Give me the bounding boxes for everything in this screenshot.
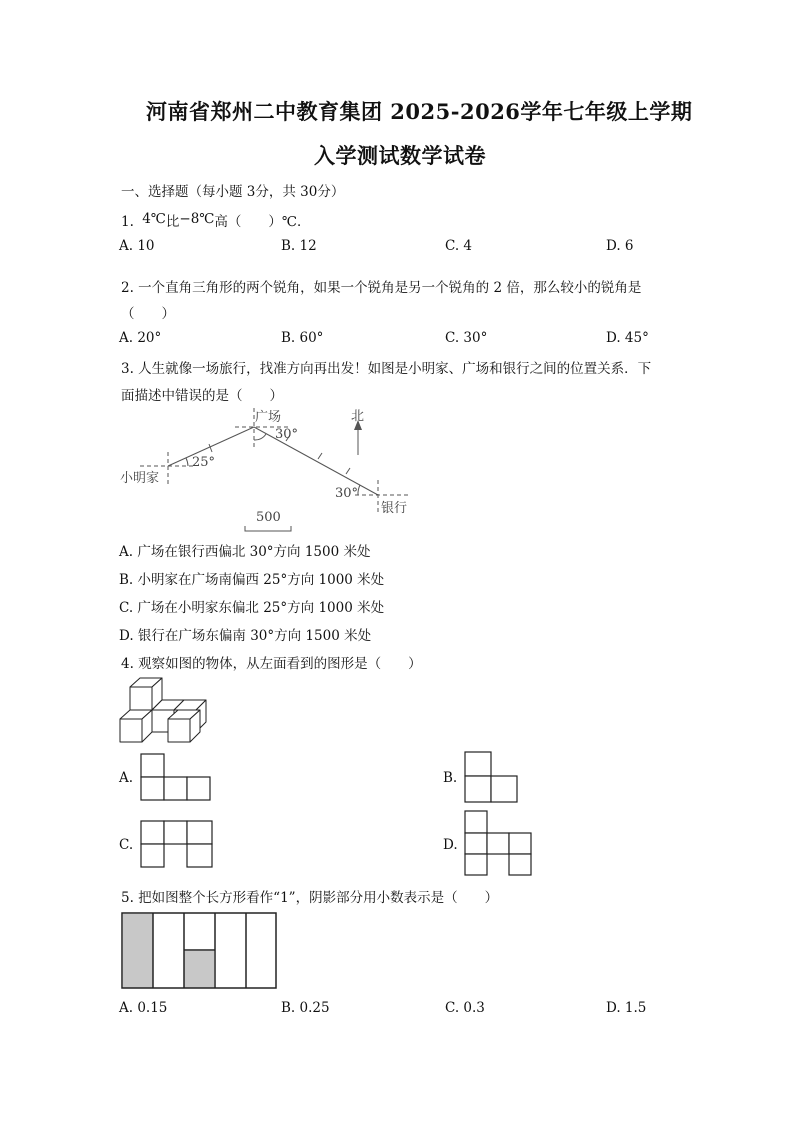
q2-option-d: D. 45° <box>606 330 649 346</box>
q2-stem-line2: （ ） <box>121 306 175 322</box>
q4-option-d-label: D. <box>443 837 458 853</box>
q4-option-b-label: B. <box>443 770 458 786</box>
q1-option-a: A. 10 <box>119 238 155 254</box>
q2-stem-line1: 2. 一个直角三角形的两个锐角，如果一个锐角是另一个锐角的 2 倍，那么较小的锐角是 <box>121 280 642 296</box>
q5-option-d: D. 1.5 <box>606 1000 647 1016</box>
q5-option-b: B. 0.25 <box>281 1000 330 1016</box>
plaza-label: 广场 <box>255 410 282 425</box>
q1-temp-a: 4℃ <box>142 211 166 227</box>
exam-title-line2: 入学测试数学试卷 <box>314 143 486 168</box>
q3-option-b: B. 小明家在广场南偏西 25°方向 1000 米处 <box>119 572 385 588</box>
q5-option-c: C. 0.3 <box>445 1000 485 1016</box>
q1-option-d: D. 6 <box>606 238 634 254</box>
q3-option-c: C. 广场在小明家东偏北 25°方向 1000 米处 <box>119 600 385 616</box>
q1-word-bi: 比 <box>165 214 180 230</box>
section-heading: 一、选择题（每小题 3分，共 30分） <box>121 184 345 200</box>
q1-tail: 高（ ）℃． <box>214 214 311 230</box>
shaded-half-column <box>184 951 214 988</box>
angle-plaza-label: 30° <box>275 427 299 442</box>
q1-number: 1. <box>121 214 134 230</box>
q4-option-a-label: A. <box>119 770 134 786</box>
q5-option-a: A. 0.15 <box>119 1000 168 1016</box>
q4-stem: 4. 观察如图的物体，从左面看到的图形是（ ） <box>121 656 422 672</box>
q2-option-b: B. 60° <box>281 330 324 346</box>
q1-option-c: C. 4 <box>445 238 473 254</box>
q3-stem-line2: 面描述中错误的是（ ） <box>121 388 283 404</box>
q1-option-b: B. 12 <box>281 238 317 254</box>
q1-temp-b: −8℃ <box>179 211 215 227</box>
shaded-column <box>123 914 153 988</box>
q3-stem-line1: 3. 人生就像一场旅行，找准方向再出发！如图是小明家、广场和银行之间的位置关系．下 <box>121 361 652 377</box>
home-label: 小明家 <box>120 471 160 486</box>
scale-label: 500 <box>256 510 281 525</box>
angle-bank-label: 30° <box>335 486 359 501</box>
exam-title-line1: 河南省郑州二中教育集团 2025-2026学年七年级上学期 <box>146 99 693 124</box>
angle-home-label: 25° <box>192 455 216 470</box>
q3-option-d: D. 银行在广场东偏南 30°方向 1500 米处 <box>119 628 372 644</box>
q4-option-c-label: C. <box>119 837 134 853</box>
q2-option-a: A. 20° <box>119 330 162 346</box>
q5-stem: 5. 把如图整个长方形看作“1”，阴影部分用小数表示是（ ） <box>121 890 499 906</box>
bank-label: 银行 <box>381 501 408 516</box>
q2-option-c: C. 30° <box>445 330 488 346</box>
north-label: 北 <box>351 409 365 424</box>
q3-option-a: A. 广场在银行西偏北 30°方向 1500 米处 <box>119 544 371 560</box>
